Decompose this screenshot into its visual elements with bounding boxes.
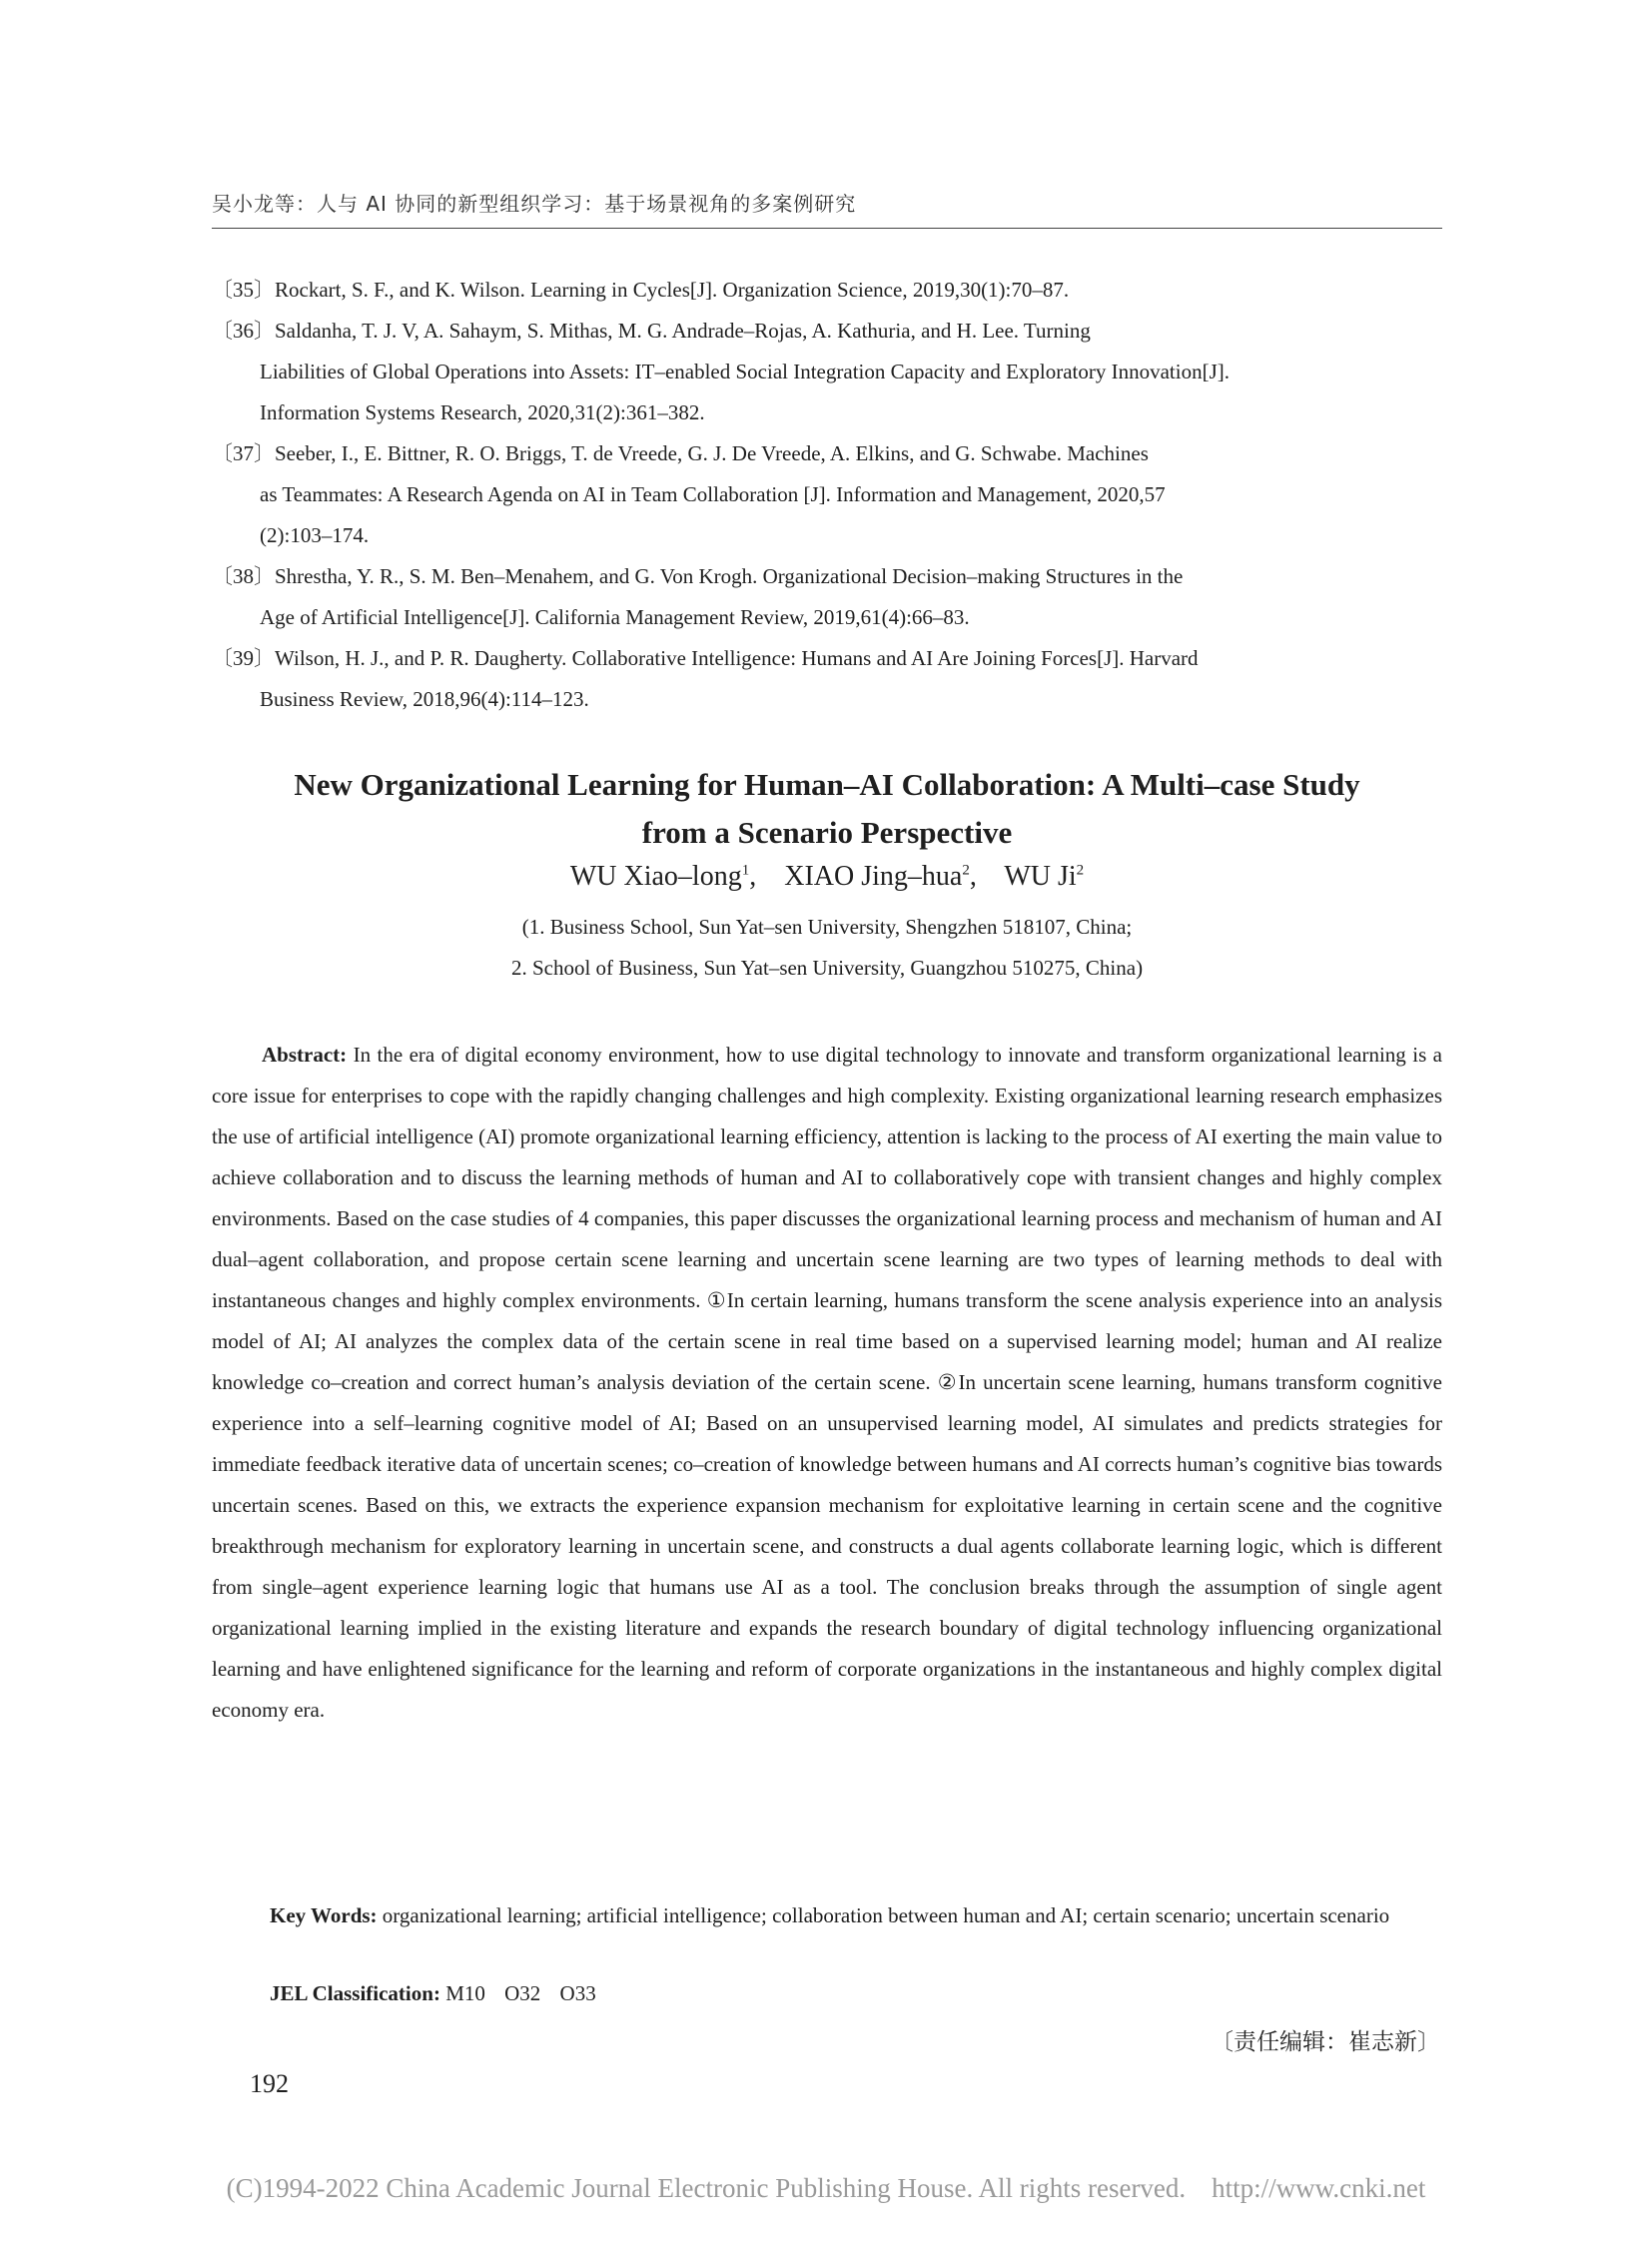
title-line-2: from a Scenario Perspective: [641, 815, 1013, 850]
author-list: [212, 861, 1442, 893]
keywords-text: organizational learning; artificial intelligence; collaboration between human and AI; certain scenario; uncertain scenario: [382, 1903, 1390, 1927]
author-name: WU Ji: [1004, 861, 1077, 892]
affiliation-1: (1. Business School, Sun Yat–sen University, Shengzhen 518107, China;: [521, 915, 1133, 939]
reference-line: [212, 474, 1442, 515]
reference-item: [212, 556, 1442, 638]
abstract-label: Abstract:: [262, 1043, 348, 1067]
reference-line: [212, 392, 1442, 433]
abstract: [212, 1035, 1442, 1731]
editor-note: 〔责任编辑：崔志新〕: [1211, 2029, 1440, 2055]
reference-item: [212, 270, 1442, 311]
reference-list: [212, 270, 1442, 720]
reference-number: 〔37〕: [212, 441, 275, 465]
reference-line: [212, 515, 1442, 556]
reference-line: [212, 311, 1442, 352]
footer: [0, 2173, 1652, 2204]
keywords-label: Key Words:: [270, 1903, 378, 1927]
paper-title: [212, 761, 1442, 857]
reference-text: (2):103–174.: [260, 523, 370, 547]
page-number: 192: [250, 2069, 289, 2098]
abstract-text: In the era of digital economy environment, how to use digital technology to innovate and transform organizational learning is a core issue for enterprises to cope with the rapidly changing challenges and high complexity. Existing organizational learning research emphasizes the use of artificial intelligence (AI) promote organizational learning efficiency, attention is lacking to the process of AI exerting the main value to achieve collaboration and to discuss the learning methods of human and AI to collaboratively cope with transient changes and highly complex environments. Based on the case studies of 4 companies, this paper discusses the organizational learning process and mechanism of human and AI dual–agent collaboration, and propose certain scene learning and uncertain scene learning are two types of learning methods to deal with instantaneous changes and highly complex environments. ①In certain learning, humans transform the scene analysis experience into an analysis model of AI; AI analyzes the complex data of the certain scene in real time based on a supervised learning model; human and AI realize knowledge co–creation and correct human’s analysis deviation of the certain scene. ②In uncertain scene learning, humans transform cognitive experience into a self–learning cognitive model of AI; Based on an unsupervised learning model, AI simulates and predicts strategies for immediate feedback iterative data of uncertain scenes; co–creation of knowledge between humans and AI corrects human’s cognitive bias towards uncertain scenes. Based on this, we extracts the experience expansion mechanism for exploitative learning in certain scene and the cognitive breakthrough mechanism for exploratory learning in uncertain scene, and constructs a dual agents collaborate learning logic, which is different from single–agent experience learning logic that humans use AI as a tool. The conclusion breaks through the assumption of single agent organizational learning implied in the existing literature and expands the research boundary of digital technology influencing organizational learning and have enlightened significance for the learning and reform of corporate organizations in the instantaneous and highly complex digital economy era.: [212, 1043, 1442, 1722]
reference-number: 〔38〕: [212, 564, 275, 588]
reference-line: [212, 638, 1442, 679]
footer-url: http://www.cnki.net: [1212, 2173, 1426, 2203]
author-affiliation-mark: 2: [962, 862, 970, 879]
author-affiliation-mark: 2: [1076, 862, 1085, 879]
reference-text: Business Review, 2018,96(4):114–123.: [260, 687, 589, 711]
affiliation-2: 2. School of Business, Sun Yat–sen University, Guangzhou 510275, China): [510, 956, 1144, 980]
reference-line: [212, 270, 1442, 311]
reference-item: [212, 638, 1442, 720]
header-rule: [212, 228, 1442, 229]
reference-number: 〔35〕: [212, 278, 275, 302]
reference-line: [212, 352, 1442, 392]
reference-text: Shrestha, Y. R., S. M. Ben–Menahem, and G. Von Krogh. Organizational Decision–making Structures in the: [275, 564, 1184, 588]
reference-item: [212, 311, 1442, 433]
author-name: XIAO Jing–hua: [784, 861, 963, 892]
title-line-1: New Organizational Learning for Human–AI Collaboration: A Multi–case Study: [294, 767, 1360, 802]
footer-copyright: (C)1994-2022 China Academic Journal Electronic Publishing House. All rights reserved.: [226, 2173, 1187, 2203]
reference-text: Rockart, S. F., and K. Wilson. Learning in Cycles[J]. Organization Science, 2019,30(1):70–87.: [275, 278, 1070, 302]
reference-number: 〔39〕: [212, 646, 275, 670]
jel-codes: M10 O32 O33: [445, 1981, 596, 2005]
author-separator: ,: [969, 861, 1005, 892]
author-name: WU Xiao–long: [569, 861, 742, 892]
reference-line: [212, 556, 1442, 597]
reference-text: Information Systems Research, 2020,31(2):361–382.: [260, 400, 705, 424]
author-affiliation-mark: 1: [741, 862, 750, 879]
jel-label: JEL Classification:: [270, 1981, 440, 2005]
jel-classification: [270, 1981, 596, 2006]
reference-text: Age of Artificial Intelligence[J]. California Management Review, 2019,61(4):66–83.: [260, 605, 970, 629]
reference-text: as Teammates: A Research Agenda on AI in Team Collaboration [J]. Information and Management, 2020,57: [260, 482, 1166, 506]
running-head: 吴小龙等：人与 AI 协同的新型组织学习：基于场景视角的多案例研究: [212, 192, 857, 216]
reference-text: Liabilities of Global Operations into Assets: IT–enabled Social Integration Capacity and Exploratory Innovation[J].: [260, 360, 1231, 383]
reference-line: [212, 679, 1442, 720]
reference-text: Seeber, I., E. Bittner, R. O. Briggs, T. de Vreede, G. J. De Vreede, A. Elkins, and G. Schwabe. Machines: [275, 441, 1149, 465]
reference-text: Saldanha, T. J. V, A. Sahaym, S. Mithas, M. G. Andrade–Rojas, A. Kathuria, and H. Lee. Turning: [275, 319, 1091, 343]
reference-line: [212, 433, 1442, 474]
reference-text: Wilson, H. J., and P. R. Daugherty. Collaborative Intelligence: Humans and AI Are Joining Forces[J]. Harvard: [275, 646, 1199, 670]
author-separator: ,: [749, 861, 785, 892]
reference-line: [212, 597, 1442, 638]
reference-item: [212, 433, 1442, 556]
keywords: [212, 1895, 1442, 1936]
reference-number: 〔36〕: [212, 319, 275, 343]
